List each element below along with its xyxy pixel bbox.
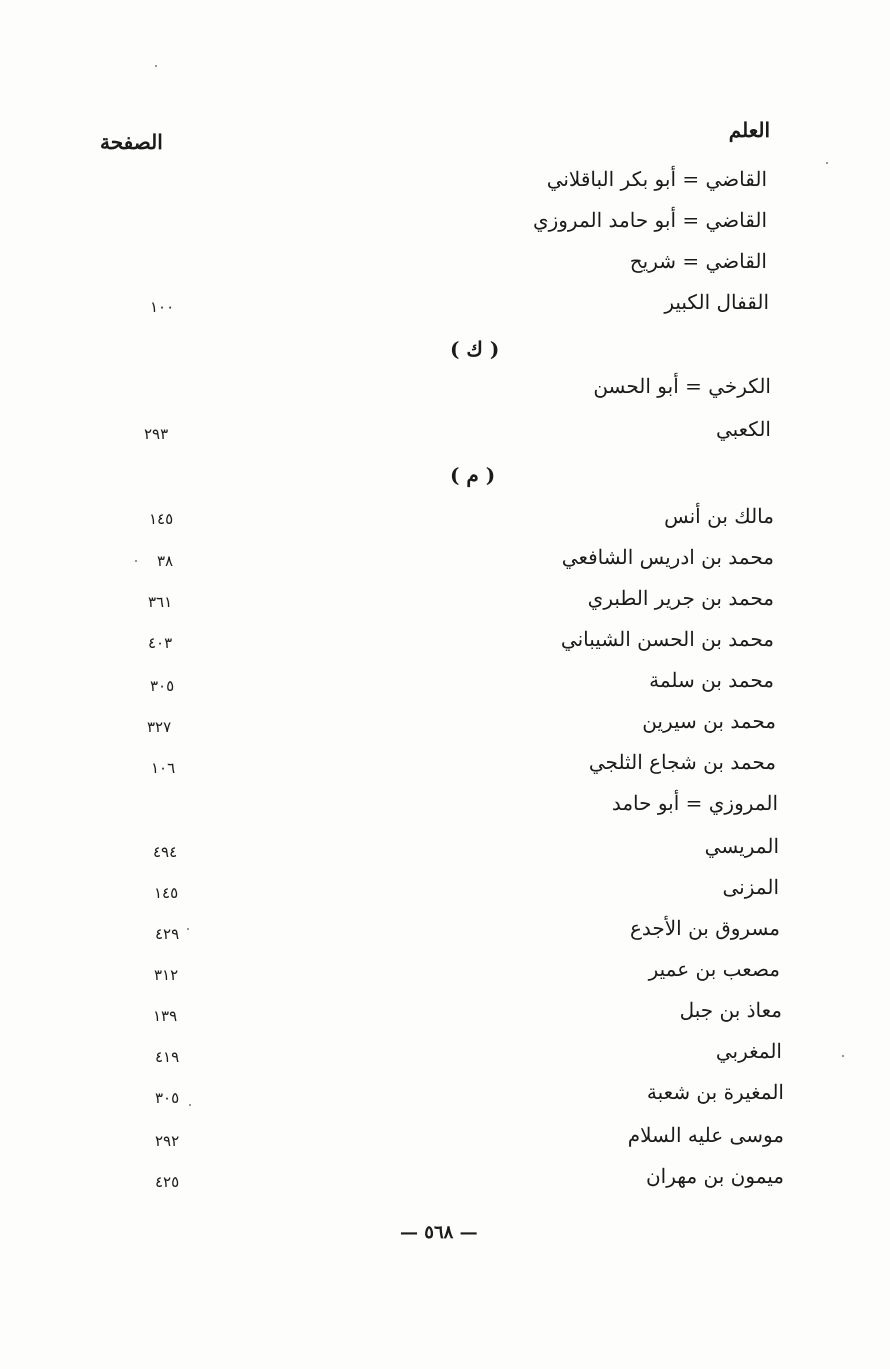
entry-name: المروزي = أبو حامد [611,791,778,815]
scan-speck [189,1104,191,1106]
index-row [0,163,890,203]
entry-name: محمد بن سلمة [649,668,774,692]
index-row [0,245,890,285]
index-row [0,746,890,786]
page-number: — ٥٦٨ — [400,1222,478,1243]
scan-speck [842,1055,844,1057]
entry-name: الكعبي [715,417,771,441]
entry-page: ٤٠٣ [148,634,173,652]
index-row [0,1119,890,1159]
entry-name: القاضي = أبو حامد المروزي [532,208,767,232]
index-row [0,871,890,911]
index-row [0,830,890,870]
entry-name: القفال الكبير [664,290,769,314]
column-header-name: العلم [728,118,770,142]
entry-page: ٤٩٤ [153,843,178,861]
index-row [0,413,890,453]
scan-speck [187,928,189,930]
entry-page: ١٠٦ [151,759,176,777]
entry-name: مصعب بن عمير [648,957,780,981]
entry-name: معاذ بن جبل [679,998,782,1022]
entry-name: ميمون بن مهران [645,1164,784,1188]
index-row [0,204,890,244]
entry-page: ١٤٥ [154,884,179,902]
index-row [0,912,890,952]
entry-page: ٣٨ [157,552,174,570]
entry-name: محمد بن سيرين [642,709,776,733]
entry-name: الكرخي = أبو الحسن [593,374,771,398]
entry-name: محمد بن شجاع الثلجي [588,750,776,774]
entry-name: المغيرة بن شعبة [646,1080,784,1104]
scan-speck [155,65,157,67]
index-row [0,994,890,1034]
index-row [0,623,890,663]
index-row [0,705,890,745]
entry-name: القاضي = أبو بكر الباقلاني [546,167,767,191]
index-row [0,370,890,410]
entry-page: ٤١٩ [155,1048,180,1066]
section-heading-mim: ( م ) [450,463,496,487]
entry-page: ٤٢٥ [155,1173,180,1191]
index-row [0,541,890,581]
entry-name: مالك بن أنس [664,504,774,528]
scan-speck [135,560,137,562]
index-row [0,582,890,622]
entry-page: ١٤٥ [149,510,174,528]
index-row [0,500,890,540]
section-heading-kaf: ( ك ) [450,337,500,361]
entry-name: محمد بن جرير الطبري [587,586,774,610]
index-row [0,286,890,326]
entry-page: ٣١٢ [154,966,179,984]
entry-page: ٤٢٩ [155,925,180,943]
entry-name: موسى عليه السلام [627,1123,784,1147]
entry-name: مسروق بن الأجدع [629,916,780,940]
index-row [0,787,890,827]
index-row [0,1160,890,1200]
entry-name: محمد بن ادريس الشافعي [561,545,774,569]
scan-speck [826,162,828,164]
index-row [0,1035,890,1075]
index-row [0,664,890,704]
entry-page: ٣٢٧ [147,718,172,736]
entry-name: القاضي = شريح [629,249,767,273]
entry-page: ٢٩٣ [144,425,169,443]
index-row [0,1076,890,1116]
entry-page: ١٣٩ [153,1007,178,1025]
entry-name: محمد بن الحسن الشيباني [560,627,774,651]
entry-page: ٣٦١ [148,593,173,611]
entry-name: المزنى [722,875,779,899]
entry-name: المغربي [715,1039,782,1063]
entry-page: ٣٠٥ [150,677,175,695]
entry-page: ٣٠٥ [155,1089,180,1107]
entry-page: ١٠٠ [150,298,175,316]
index-row [0,953,890,993]
entry-name: المريسي [704,834,779,858]
entry-page: ٢٩٢ [155,1132,180,1150]
column-header-page: الصفحة [100,130,163,154]
